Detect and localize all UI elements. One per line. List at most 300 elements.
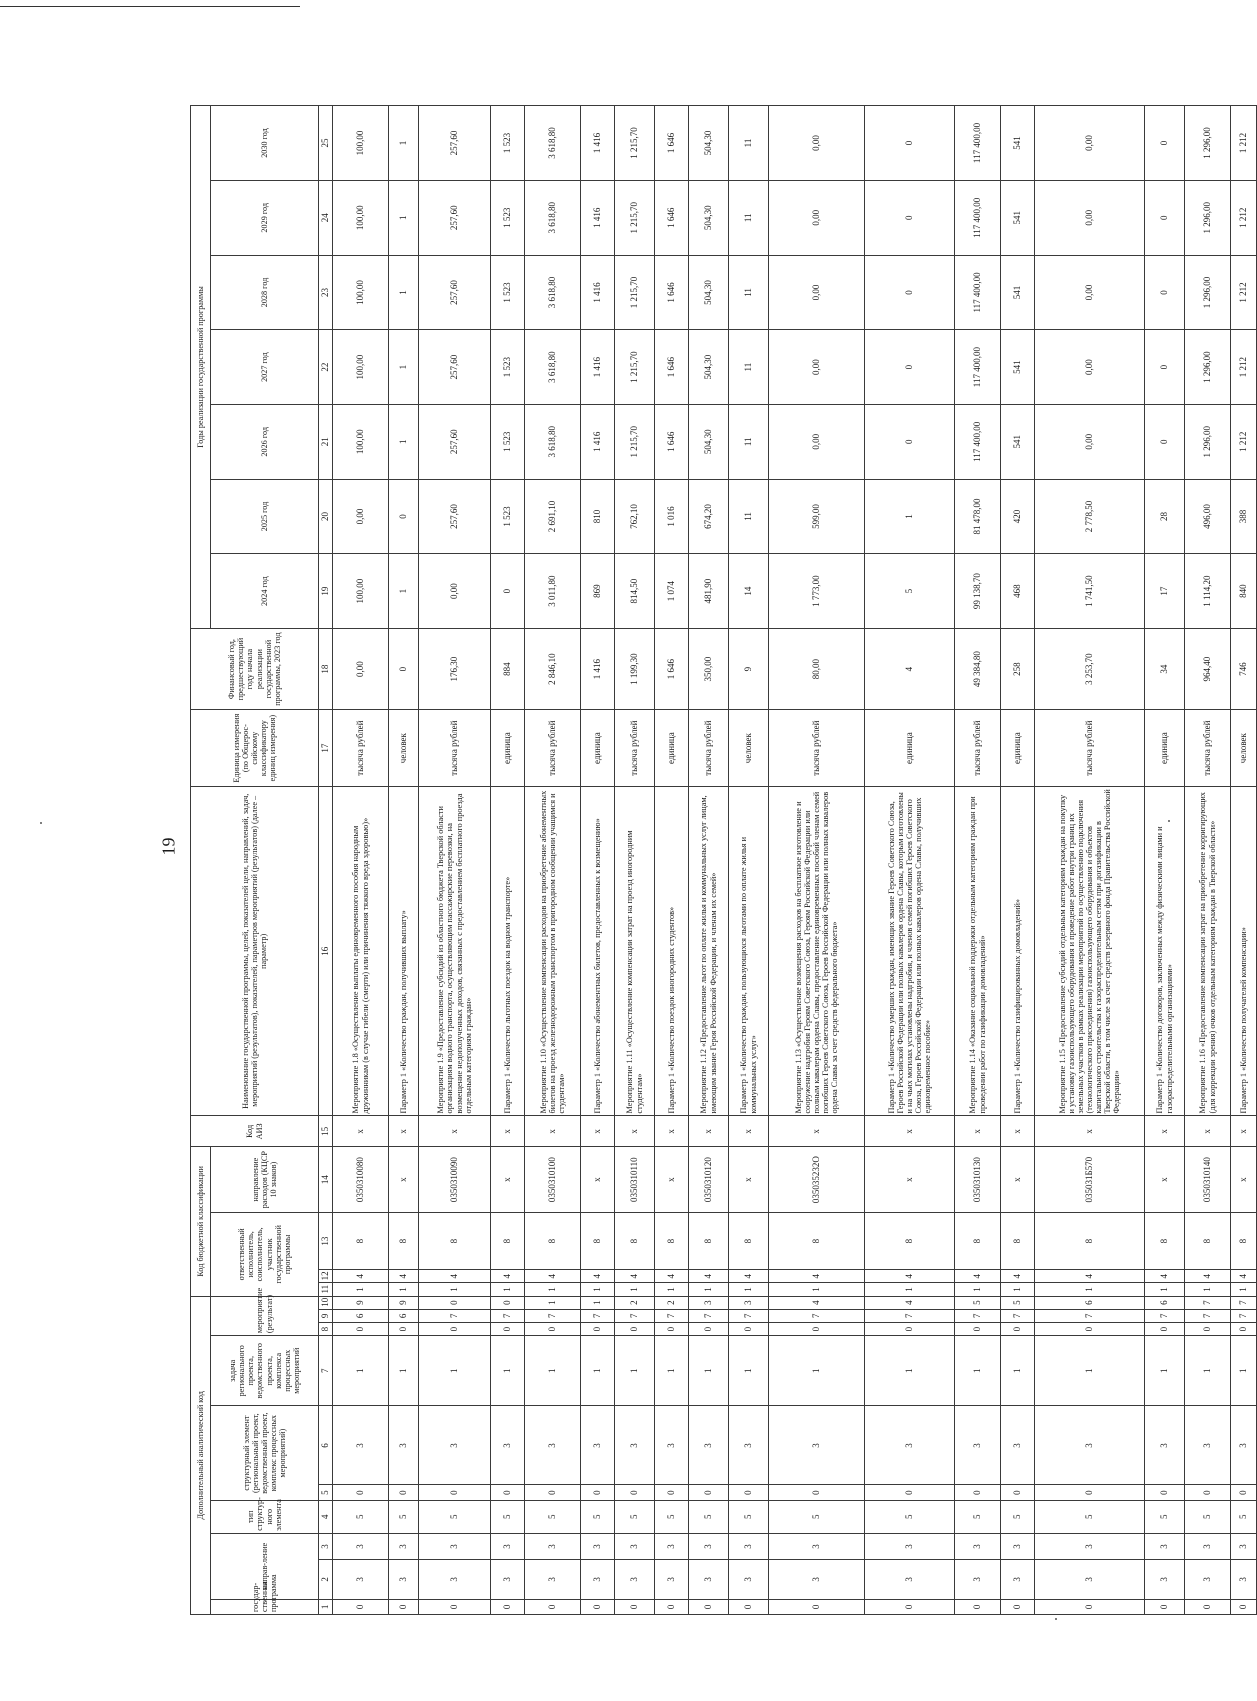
- year-value-cell: 0,00: [333, 479, 389, 554]
- year-value-cell: 0,00: [769, 106, 865, 181]
- year-value-cell: 1 416: [581, 180, 615, 255]
- code-cell: 0: [1231, 1322, 1257, 1335]
- code-cell: 5: [689, 1500, 729, 1533]
- header-year-2024: 2024 год: [211, 554, 319, 629]
- name-cell: Мероприятие 1.15 «Предоставление субсидий отдельным категориям граждан на покупку и установку газоиспользующего оборудования и проведение работ внутри границ их земельных участков в рамках реализации мероприятий по осуществлению подключения (технологического присоединения) газоиспользующего оборудования и объектов капитального строительства к газораспределительным сетям при догазификации в Тверской области, в том числе за счет средств резервного фонда Правительства Российской Федерации»: [1035, 787, 1145, 1116]
- aiz-cell: x: [865, 1116, 955, 1147]
- code-cell: 7: [491, 1309, 525, 1322]
- code-cell: 0: [419, 1322, 491, 1335]
- year-value-cell: 11: [729, 255, 769, 330]
- year-value-cell: 0: [1145, 180, 1185, 255]
- code-cell: 1: [1035, 1283, 1145, 1296]
- aiz-cell: x: [1185, 1116, 1231, 1147]
- code-cell: 4: [419, 1270, 491, 1283]
- code-cell: 8: [419, 1213, 491, 1270]
- year-value-cell: 257,60: [419, 255, 491, 330]
- year-value-cell: 1 523: [491, 255, 525, 330]
- table-row: [769, 106, 865, 1615]
- kcsr-cell: x: [729, 1147, 769, 1213]
- fin-year-cell: 3 253,70: [1035, 628, 1145, 709]
- kcsr-cell: 0350310130: [955, 1147, 1001, 1213]
- code-cell: 8: [333, 1213, 389, 1270]
- header-budget-code: Код бюджетной классификации: [191, 1147, 211, 1296]
- year-value-cell: 0,00: [1035, 330, 1145, 405]
- code-cell: 4: [333, 1270, 389, 1283]
- code-cell: 8: [581, 1213, 615, 1270]
- code-cell: 0: [769, 1485, 865, 1500]
- year-value-cell: 1: [389, 106, 419, 181]
- name-cell: Мероприятие 1.12 «Предоставление льгот по оплате жилья и коммунальных услуг лицам, имеющим звание Героя Российской Федерации, и членам их семей»: [689, 787, 729, 1116]
- code-cell: 0: [389, 1485, 419, 1500]
- code-cell: 5: [615, 1500, 655, 1533]
- code-cell: 1: [955, 1336, 1001, 1406]
- unit-cell: тысяча рублей: [769, 710, 865, 787]
- aiz-cell: x: [689, 1116, 729, 1147]
- unit-cell: тысяча рублей: [689, 710, 729, 787]
- code-cell: 7: [729, 1309, 769, 1322]
- year-value-cell: 541: [1001, 106, 1035, 181]
- code-cell: 2: [655, 1296, 689, 1309]
- code-cell: 0: [729, 1322, 769, 1335]
- code-cell: 8: [389, 1213, 419, 1270]
- year-value-cell: 1 296,00: [1185, 404, 1231, 479]
- year-value-cell: 257,60: [419, 106, 491, 181]
- code-cell: 4: [1035, 1270, 1145, 1283]
- code-cell: 8: [615, 1213, 655, 1270]
- year-value-cell: 100,00: [333, 330, 389, 405]
- column-number: 3: [319, 1533, 333, 1559]
- kcsr-cell: x: [1001, 1147, 1035, 1213]
- code-cell: 1: [769, 1336, 865, 1406]
- kcsr-cell: x: [581, 1147, 615, 1213]
- column-number: 10: [319, 1296, 333, 1309]
- code-cell: 7: [581, 1309, 615, 1322]
- year-value-cell: 1 646: [655, 255, 689, 330]
- code-cell: 8: [655, 1213, 689, 1270]
- year-value-cell: 541: [1001, 255, 1035, 330]
- year-value-cell: 0,00: [419, 554, 491, 629]
- code-cell: 0: [769, 1322, 865, 1335]
- code-cell: 1: [655, 1336, 689, 1406]
- code-cell: 5: [333, 1500, 389, 1533]
- year-value-cell: 0,00: [1035, 180, 1145, 255]
- code-cell: 0: [419, 1296, 491, 1309]
- year-value-cell: 100,00: [333, 404, 389, 479]
- code-cell: 1: [581, 1283, 615, 1296]
- code-cell: 3: [333, 1406, 389, 1485]
- code-cell: 0: [1231, 1485, 1257, 1500]
- year-value-cell: 504,30: [689, 255, 729, 330]
- fin-year-cell: 80,00: [769, 628, 865, 709]
- code-cell: 0: [389, 1599, 419, 1614]
- code-cell: 0: [865, 1485, 955, 1500]
- column-number: 8: [319, 1322, 333, 1335]
- code-cell: 0: [1001, 1322, 1035, 1335]
- code-cell: 1: [865, 1283, 955, 1296]
- code-cell: 7: [525, 1309, 581, 1322]
- code-cell: 6: [333, 1309, 389, 1322]
- year-value-cell: 1 212: [1231, 106, 1257, 181]
- year-value-cell: 0: [1145, 330, 1185, 405]
- code-cell: 0: [1001, 1485, 1035, 1500]
- year-value-cell: 541: [1001, 180, 1035, 255]
- unit-cell: единица: [655, 710, 689, 787]
- code-cell: 0: [525, 1599, 581, 1614]
- year-value-cell: 3 618,80: [525, 180, 581, 255]
- code-cell: 5: [655, 1500, 689, 1533]
- year-value-cell: 1: [389, 404, 419, 479]
- code-cell: 8: [865, 1213, 955, 1270]
- code-cell: 1: [581, 1336, 615, 1406]
- code-cell: 5: [419, 1500, 491, 1533]
- code-cell: 3: [729, 1560, 769, 1600]
- code-cell: 0: [689, 1599, 729, 1614]
- table-row: [865, 106, 955, 1615]
- code-cell: 3: [389, 1533, 419, 1559]
- year-value-cell: 0: [491, 554, 525, 629]
- code-cell: 1: [491, 1336, 525, 1406]
- fin-year-cell: 1 416: [581, 628, 615, 709]
- code-cell: 3: [769, 1406, 865, 1485]
- year-value-cell: 496,00: [1185, 479, 1231, 554]
- year-value-cell: 1 296,00: [1185, 330, 1231, 405]
- aiz-cell: x: [1231, 1116, 1257, 1147]
- kcsr-cell: 0350310100: [525, 1147, 581, 1213]
- year-value-cell: 674,20: [689, 479, 729, 554]
- code-cell: 3: [581, 1560, 615, 1600]
- name-cell: Параметр 1 «Количество договоров, заключенных между физическими лицами и газораспределительными организациями»: [1145, 787, 1185, 1116]
- unit-cell: тысяча рублей: [1185, 710, 1231, 787]
- code-cell: 8: [525, 1213, 581, 1270]
- code-cell: 1: [955, 1283, 1001, 1296]
- code-cell: 3: [865, 1533, 955, 1559]
- fin-year-cell: 49 384,80: [955, 628, 1001, 709]
- name-cell: Параметр 1 «Количество получателей компенсации»: [1231, 787, 1257, 1116]
- code-cell: 0: [955, 1485, 1001, 1500]
- code-cell: 0: [419, 1599, 491, 1614]
- code-cell: 1: [1001, 1283, 1035, 1296]
- code-cell: 5: [955, 1500, 1001, 1533]
- code-cell: 3: [581, 1533, 615, 1559]
- code-cell: 1: [729, 1283, 769, 1296]
- year-value-cell: 11: [729, 404, 769, 479]
- table-row: [333, 106, 389, 1615]
- top-rule: [0, 6, 300, 7]
- year-value-cell: 1 773,00: [769, 554, 865, 629]
- code-cell: 3: [615, 1560, 655, 1600]
- header-struct-type: тип структур-ного элемента: [211, 1500, 319, 1533]
- rotated-table-sheet: [190, 105, 1248, 1615]
- fin-year-cell: 0: [389, 628, 419, 709]
- year-value-cell: 0: [1145, 106, 1185, 181]
- year-value-cell: 504,30: [689, 106, 729, 181]
- code-cell: 1: [1035, 1336, 1145, 1406]
- code-cell: 0: [1145, 1485, 1185, 1500]
- year-value-cell: 11: [729, 106, 769, 181]
- fin-year-cell: 258: [1001, 628, 1035, 709]
- header-gov-program: государ-ственная программа: [211, 1599, 319, 1614]
- year-value-cell: 2 691,10: [525, 479, 581, 554]
- code-cell: 4: [865, 1296, 955, 1309]
- code-cell: 0: [1185, 1322, 1231, 1335]
- code-cell: 0: [389, 1322, 419, 1335]
- code-cell: 7: [1035, 1309, 1145, 1322]
- unit-cell: единица: [1145, 710, 1185, 787]
- code-cell: 1: [333, 1283, 389, 1296]
- year-value-cell: 0: [1145, 255, 1185, 330]
- column-number: 16: [319, 787, 333, 1116]
- scan-speck: [1055, 1618, 1057, 1620]
- code-cell: 3: [419, 1406, 491, 1485]
- year-value-cell: 504,30: [689, 180, 729, 255]
- code-cell: 1: [1185, 1336, 1231, 1406]
- fin-year-cell: 1 199,30: [615, 628, 655, 709]
- code-cell: 3: [769, 1560, 865, 1600]
- table-row: [1231, 106, 1257, 1615]
- year-value-cell: 1: [389, 330, 419, 405]
- code-cell: 8: [1231, 1213, 1257, 1270]
- code-cell: 0: [491, 1485, 525, 1500]
- year-value-cell: 1 215,70: [615, 255, 655, 330]
- year-value-cell: 541: [1001, 404, 1035, 479]
- year-value-cell: 1 114,20: [1185, 554, 1231, 629]
- table-row: [955, 106, 1001, 1615]
- name-cell: Параметр 1 «Количество граждан, пользующихся льготами по оплате жилья и коммунальных услуг»: [729, 787, 769, 1116]
- year-value-cell: 541: [1001, 330, 1035, 405]
- code-cell: 3: [581, 1406, 615, 1485]
- aiz-cell: x: [615, 1116, 655, 1147]
- code-cell: 3: [333, 1560, 389, 1600]
- unit-cell: человек: [389, 710, 419, 787]
- name-cell: Параметр 1 «Количество абонементных билетов, предоставленных к возмещению»: [581, 787, 615, 1116]
- year-value-cell: 869: [581, 554, 615, 629]
- year-value-cell: 14: [729, 554, 769, 629]
- code-cell: 7: [1001, 1309, 1035, 1322]
- column-number: 22: [319, 330, 333, 405]
- unit-cell: человек: [1231, 710, 1257, 787]
- code-cell: 3: [419, 1533, 491, 1559]
- year-value-cell: 468: [1001, 554, 1035, 629]
- code-cell: 3: [491, 1406, 525, 1485]
- column-number: 14: [319, 1147, 333, 1213]
- aiz-cell: x: [955, 1116, 1001, 1147]
- year-value-cell: 3 618,80: [525, 106, 581, 181]
- year-value-cell: 0: [389, 479, 419, 554]
- kcsr-cell: 035035232О: [769, 1147, 865, 1213]
- year-value-cell: 28: [1145, 479, 1185, 554]
- code-cell: 0: [581, 1485, 615, 1500]
- column-number: 9: [319, 1309, 333, 1322]
- code-cell: 1: [1231, 1283, 1257, 1296]
- code-cell: 4: [655, 1270, 689, 1283]
- year-value-cell: 1 416: [581, 404, 615, 479]
- code-cell: 3: [491, 1533, 525, 1559]
- code-cell: 4: [769, 1296, 865, 1309]
- code-cell: 8: [491, 1213, 525, 1270]
- code-cell: 1: [769, 1283, 865, 1296]
- code-cell: 0: [1035, 1322, 1145, 1335]
- unit-cell: тысяча рублей: [333, 710, 389, 787]
- aiz-cell: x: [1035, 1116, 1145, 1147]
- code-cell: 3: [525, 1560, 581, 1600]
- year-value-cell: 1 416: [581, 330, 615, 405]
- code-cell: 3: [1185, 1533, 1231, 1559]
- column-number: 21: [319, 404, 333, 479]
- year-value-cell: 0: [1145, 404, 1185, 479]
- unit-cell: тысяча рублей: [955, 710, 1001, 787]
- code-cell: 0: [581, 1599, 615, 1614]
- column-number-row: [319, 106, 333, 1615]
- year-value-cell: 0,00: [769, 255, 865, 330]
- year-value-cell: 0,00: [1035, 255, 1145, 330]
- column-number: 25: [319, 106, 333, 181]
- code-cell: 5: [769, 1500, 865, 1533]
- code-cell: 0: [491, 1599, 525, 1614]
- fin-year-cell: 884: [491, 628, 525, 709]
- header-executor: ответственный исполнитель, соисполнитель, участник государственной программы: [211, 1213, 319, 1296]
- year-value-cell: 1 296,00: [1185, 180, 1231, 255]
- column-number: 11: [319, 1283, 333, 1296]
- code-cell: 0: [615, 1599, 655, 1614]
- code-cell: 1: [1145, 1283, 1185, 1296]
- code-cell: 5: [1231, 1500, 1257, 1533]
- code-cell: 3: [1145, 1406, 1185, 1485]
- code-cell: 4: [689, 1270, 729, 1283]
- header-task: задача регионального проекта, ведомственного проекта, комплекса процессных мероприятий: [211, 1336, 319, 1406]
- code-cell: 0: [769, 1599, 865, 1614]
- year-value-cell: 1 646: [655, 106, 689, 181]
- code-cell: 1: [865, 1336, 955, 1406]
- code-cell: 4: [729, 1270, 769, 1283]
- scan-speck: [40, 822, 42, 824]
- unit-cell: единица: [1001, 710, 1035, 787]
- program-table: [190, 105, 1257, 1615]
- code-cell: 5: [581, 1500, 615, 1533]
- code-cell: 1: [655, 1283, 689, 1296]
- unit-cell: человек: [729, 710, 769, 787]
- code-cell: 9: [333, 1296, 389, 1309]
- code-cell: 8: [1001, 1213, 1035, 1270]
- kcsr-cell: 035031Б570: [1035, 1147, 1145, 1213]
- fin-year-cell: 1 646: [655, 628, 689, 709]
- code-cell: 1: [419, 1336, 491, 1406]
- year-value-cell: 599,00: [769, 479, 865, 554]
- code-cell: 3: [1231, 1406, 1257, 1485]
- code-cell: 6: [1145, 1296, 1185, 1309]
- code-cell: 3: [1145, 1560, 1185, 1600]
- table-row: [1185, 106, 1231, 1615]
- year-value-cell: 1 523: [491, 404, 525, 479]
- kcsr-cell: 0350310140: [1185, 1147, 1231, 1213]
- code-cell: 5: [1185, 1500, 1231, 1533]
- header-unit: Единица измерения (по Общерос-сийскому классификатору единиц измерения): [191, 710, 319, 787]
- column-number: 19: [319, 554, 333, 629]
- header-struct-element: структурный элемент (региональный проект, ведомственный проект, комплекс процессных мероприятий): [211, 1406, 319, 1500]
- code-cell: 3: [419, 1560, 491, 1600]
- aiz-cell: x: [581, 1116, 615, 1147]
- code-cell: 7: [1231, 1309, 1257, 1322]
- year-value-cell: 0,00: [769, 404, 865, 479]
- code-cell: 8: [955, 1213, 1001, 1270]
- name-cell: Параметр 1 «Количество умерших граждан, имеющих звание Героев Советского Союза, Героев Российской Федерации или полных кавалеров ордена Славы, которым изготовлены и на чьих могилах установлены надгробия, и членов семей погибших Героев Советского Союза, Героев Российской Федерации или полных кавалеров ордена Славы, получивших единовременное пособие»: [865, 787, 955, 1116]
- code-cell: 3: [389, 1560, 419, 1600]
- year-value-cell: 17: [1145, 554, 1185, 629]
- code-cell: 3: [389, 1406, 419, 1485]
- fin-year-cell: 746: [1231, 628, 1257, 709]
- unit-cell: тысяча рублей: [615, 710, 655, 787]
- year-value-cell: 1 416: [581, 106, 615, 181]
- year-value-cell: 117 400,00: [955, 255, 1001, 330]
- kcsr-cell: x: [1145, 1147, 1185, 1213]
- unit-cell: тысяча рублей: [419, 710, 491, 787]
- column-number: 1: [319, 1599, 333, 1614]
- name-cell: Мероприятие 1.11 «Осуществление компенсации затрат на проезд иногородним студентам»: [615, 787, 655, 1116]
- year-value-cell: 0,00: [1035, 106, 1145, 181]
- year-value-cell: 1 741,50: [1035, 554, 1145, 629]
- code-cell: 7: [655, 1309, 689, 1322]
- header-year-2027: 2027 год: [211, 330, 319, 405]
- code-cell: 8: [1145, 1213, 1185, 1270]
- year-value-cell: 1 523: [491, 479, 525, 554]
- year-value-cell: 257,60: [419, 479, 491, 554]
- year-value-cell: 100,00: [333, 255, 389, 330]
- code-cell: 5: [389, 1500, 419, 1533]
- aiz-cell: x: [419, 1116, 491, 1147]
- year-value-cell: 814,50: [615, 554, 655, 629]
- year-value-cell: 0,00: [769, 330, 865, 405]
- fin-year-cell: 2 846,10: [525, 628, 581, 709]
- code-cell: 0: [491, 1322, 525, 1335]
- column-number: 17: [319, 710, 333, 787]
- year-value-cell: 504,30: [689, 330, 729, 405]
- code-cell: 0: [525, 1322, 581, 1335]
- code-cell: 4: [525, 1270, 581, 1283]
- code-cell: 3: [615, 1533, 655, 1559]
- year-value-cell: 117 400,00: [955, 180, 1001, 255]
- column-number: 23: [319, 255, 333, 330]
- year-value-cell: 1 296,00: [1185, 106, 1231, 181]
- year-value-cell: 257,60: [419, 330, 491, 405]
- name-cell: Мероприятие 1.16 «Предоставление компенсации затрат на приобретение корригирующих (для коррекции зрения) очков отдельным категориям граждан в Тверской области»: [1185, 787, 1231, 1116]
- code-cell: 4: [1231, 1270, 1257, 1283]
- code-cell: 3: [955, 1560, 1001, 1600]
- code-cell: 0: [1185, 1485, 1231, 1500]
- header-fin-year: Финансовый год, предшествующий году начала реализации государственной программы, 2023 год: [191, 628, 319, 709]
- year-value-cell: 504,30: [689, 404, 729, 479]
- code-cell: 1: [525, 1336, 581, 1406]
- aiz-cell: x: [729, 1116, 769, 1147]
- year-value-cell: 1 074: [655, 554, 689, 629]
- code-cell: 3: [491, 1560, 525, 1600]
- code-cell: 7: [769, 1309, 865, 1322]
- year-value-cell: 5: [865, 554, 955, 629]
- year-value-cell: 1 212: [1231, 404, 1257, 479]
- year-value-cell: 1: [389, 255, 419, 330]
- year-value-cell: 0: [865, 255, 955, 330]
- code-cell: 5: [1001, 1500, 1035, 1533]
- year-value-cell: 840: [1231, 554, 1257, 629]
- year-value-cell: 11: [729, 330, 769, 405]
- header-year-2030: 2030 год: [211, 106, 319, 181]
- year-value-cell: 1 646: [655, 330, 689, 405]
- code-cell: 7: [865, 1309, 955, 1322]
- code-cell: 0: [1035, 1599, 1145, 1614]
- code-cell: 0: [1185, 1599, 1231, 1614]
- aiz-cell: x: [333, 1116, 389, 1147]
- header-year-2029: 2029 год: [211, 180, 319, 255]
- code-cell: 3: [729, 1296, 769, 1309]
- year-value-cell: 0,00: [1035, 404, 1145, 479]
